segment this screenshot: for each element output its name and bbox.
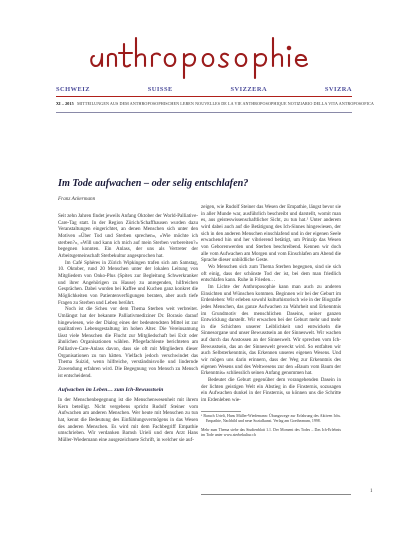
paragraph: zeigen, wie Rudolf Steiner das Wesen der Empathie, längst bevor sie in aller Munde war, ausführlich beschreibt und darstellt, womit man es, aus geisteswissenschaftlicher Sicht, zu tun hat.¹ Unter anderem wird dabei auch auf die Betätigung des Ich-Sinnes hingewiesen, der sich in den anderen Menschen einschlafend und in der eigenen Seele erwachend hin und her vibrierend betätigt, um Prinzip das Wesen von Geborenwerden und Sterben beschreibend. Kennen wir doch alle vom Aufwachen am Morgen und vom Einschlafen am Abend die Sprache dieser unbildliche Geste.: [201, 204, 341, 264]
left-column: [58, 213, 198, 444]
paragraph: Wo Menschen sich zum Thema Sterben begegnen, sind sie sich oft einig, dass der schönste Tod der ist, bei dem man friedlich entschlafen kann. Ruhe in Frieden…: [201, 263, 341, 284]
page-footer-rule: [201, 494, 351, 495]
region-svizzera: SVIZZERA: [230, 86, 268, 93]
article-title: Im Tode aufwachen – oder selig entschlafen?: [58, 178, 249, 189]
region-suisse: SUISSE: [147, 86, 173, 93]
region-svizra: SVIZRA: [324, 86, 352, 93]
paragraph: Noch ist die Scheu vor dem Thema Sterben weit verbreitet. Umlängst hat der bekannte Palliativmediziner Dr. Borasio darauf hingewiesen, wie der Dialog eines der bedeutendsten Mittel ist zur qualitativen Lebensgestaltung im hohen Alter. Die Vereinsamung lässt viele Menschen die Flucht zur Mitgliedschaft bei Exit oder ähnlichen Organisationen wählen. Pflegefachleute berichteten am Palliative-Care-Anlass davon, dass sie oft mit Mitgliedern dieser Organisationen zu tun hätten. Vielfach jedoch verschwindet das Thema Suizid, wenn hilfreiche, verständnisvolle und lindernde Zuwendung erfahren wird. Die Begegnung von Mensch zu Mensch ist entscheidend.: [58, 306, 198, 379]
masthead-thin-rule: [56, 112, 352, 113]
logo-script-graphic: [88, 32, 326, 80]
article-author: Franz Ackermann: [58, 196, 96, 202]
paragraph: Bedeutet die Geburt gegenüber dem vorangehenden Dasein in der lichten geistigen Welt ein Abstieg in die Finsternis, sozusagen ein Aufwachen dunkel in der Finsternis, so können uns die Schritte im Erdenleben wie-: [201, 377, 341, 404]
issue-line: [56, 101, 386, 106]
footnote-rule: [201, 411, 241, 412]
section-subheading: Aufwachen im Leben… zum Ich-Bewusstsein: [58, 387, 164, 394]
region-names: [56, 86, 352, 93]
right-column: [201, 204, 341, 438]
masthead-subtitles: MITTEILUNGEN AUS DEM ANTHROPOSOPHISCHEN LEBEN NOUVELLES DE LA VIE ANTHROPOSOPHIQUE NOTIZIARIO DELLA VITA ANTROPOSOFICA: [77, 101, 374, 106]
further-reading-note: Mehr zum Thema siehe das Studienblatt 1.1. Der Moment des Todes – Das Ich-Erlebnis im Tode unter www.sterbekultur.ch: [201, 428, 341, 438]
paragraph: Seit zehn Jahren findet jeweils Anfang Oktober der World-Palliative-Care-Tag statt. In der Region Zürich/Schaffhausen wurden dazu Veranstaltungen eingerichtet, an denen Menschen sich unter den Motiven «Über Tod und Sterben sprechen», «Wie möchte ich sterben?», «Will und kann ich mich auf mein Sterben vorbereiten?» begegnen konnten. Ein Anlass, der uns als Vertreter der Arbeitsgemeinschaft Sterbekultur angesprochen hat.: [58, 213, 198, 259]
region-schweiz: SCHWEIZ: [56, 86, 91, 93]
paragraph: In der Menschenbegegnung ist die Menschenwesenheit mit ihrem Kern beteiligt. Nicht vergebens spricht Rudolf Steiner vom Aufwachen am anderen Menschen. Wer heute mit Menschen zu tun hat, kennt die Bedeutung des Einfühlungsvermögens in das Wesen des anderen Menschen. Es wird mit dem Fachbegriff Empathie umschrieben. Wir verdanken Barnsh Urieli und dem Arzt Hans Müller-Wiedemann eine ausgezeichnete Schrift, in welcher sie auf-: [58, 397, 198, 443]
footnote: ¹ Baruch Urieli, Hans Müller-Wiedemann: Übungswege zur Erfahrung des Aktiven Ichs. Empathie, Nachbild und neue Sozialkunst. Verlag am Goetheanum, 1998.: [201, 414, 341, 424]
anthroposophie-logo: [88, 32, 326, 80]
masthead-red-rule: [56, 96, 352, 97]
paragraph: Im Lichte der Anthroposophie kann man auch zu anderen Einsichten und Wünschen kommen. Beginnen wir bei der Geburt im Erdenleben: Wir erleben sowohl kulturhistorisch wie in der Biografie jedes Menschen, das ganze Aufwachen zu Wahrheit und Erkenntnis im Grundmotiv des menschlichen Daseins, seiner ganzen Entwicklung darstellt. Wir erwachen bei der Geburt mehr und mehr in die Schichten unserer Leiblichkeit und entwickeln die Sinnesorgane und unser Bewusstsein an der Sinneswelt. Wir wachen auf durch das Anstossen an der Sinneswelt. Wir sprechen vom Ich-Bewusstsein, das an der Sinneswelt geweckt wird. So entfalten wir auch Selbsterkenntnis, das Erkennen unseres eigenen Wesens. Und wir mögen uns darin erinnern, dass der Weg zur Erkenntnis des eigenen Wesens und des Weltwesens zur den «Baum vom Baum der Erkenntnis» schliesslich seinen Anfang genommen hat.: [201, 283, 341, 377]
page-number: 1: [370, 489, 373, 494]
issue-number: XI – 2015: [56, 101, 74, 106]
paragraph: Im Café Sphères in Zürich Wipkingen trafen sich am Samstag, 10. Oktober, rund 20 Menschen unter der lokalen Leitung von Mitgliedern von Onko-Plus (Spitex zur Begleitung Schwerkranker und ihrer Angehörigen zu Hause) zu anregenden, hilfreichen Gesprächen. Dabei wurden bei Kaffee und Kuchen ganz konkret die Möglichkeiten von Patientenverfügungen beraten, aber auch tiefe Fragen zu Sterben und Leben berührt.: [58, 259, 198, 306]
